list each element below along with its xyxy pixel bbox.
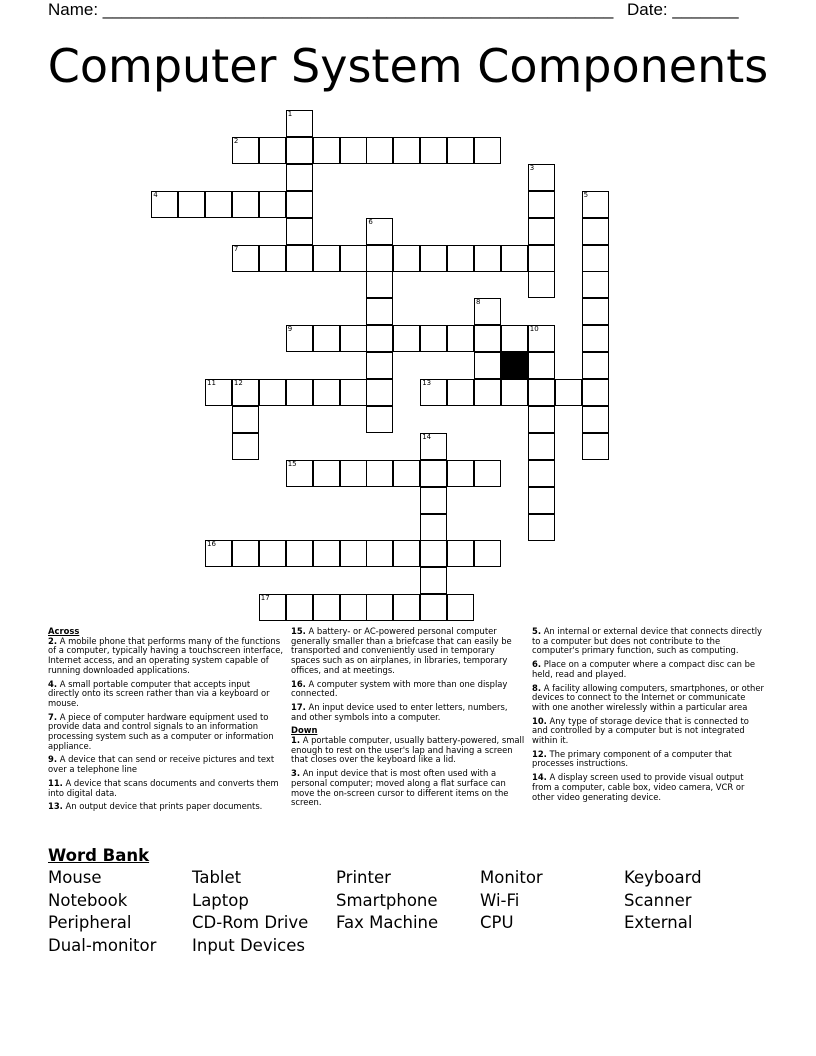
crossword-cell[interactable]: [178, 191, 205, 218]
word-bank-word: CD-Rom Drive: [192, 913, 309, 932]
word-bank-word: Smartphone: [336, 891, 438, 910]
word-bank-word: Fax Machine: [336, 913, 439, 932]
crossword-cell[interactable]: [286, 164, 313, 191]
clue-down-6: 6. Place on a computer where a compact disc can be held, read and played.: [532, 659, 756, 679]
crossword-cell[interactable]: [528, 271, 555, 298]
crossword-cell[interactable]: [528, 191, 555, 218]
crossword-cell[interactable]: [447, 460, 474, 487]
word-bank-word: Scanner: [624, 891, 692, 910]
crossword-cell[interactable]: [582, 245, 609, 272]
word-bank-word: CPU: [480, 913, 514, 932]
crossword-cell[interactable]: [313, 460, 340, 487]
crossword-cell[interactable]: [528, 433, 555, 460]
crossword-cell[interactable]: [232, 540, 259, 567]
crossword-cell[interactable]: [474, 298, 501, 325]
crossword-cell[interactable]: [366, 325, 393, 352]
page-title: Computer System Components: [47, 39, 769, 93]
crossword-cell[interactable]: [420, 137, 447, 164]
clue-number: 14: [422, 432, 432, 441]
crossword-cell[interactable]: [259, 379, 286, 406]
clues-column-3: [532, 627, 764, 806]
clue-down-5: 5. An internal or external device that connects directly to a computer but does not contribute to the computer's primary function, such as computing.: [532, 626, 763, 656]
crossword-cell[interactable]: [582, 379, 609, 406]
crossword-cell[interactable]: [232, 433, 259, 460]
clue-across-7: 7. A piece of computer hardware equipment used to provide data and control signals to an information processing system such as a computer or information appliance.: [48, 711, 274, 751]
word-bank-word: Dual-monitor: [48, 936, 157, 955]
crossword-cell[interactable]: [286, 218, 313, 245]
clue-number: 11: [207, 379, 216, 387]
crossword-cell[interactable]: [366, 218, 393, 245]
crossword-cell[interactable]: [420, 487, 447, 514]
clue-number: 3: [529, 163, 535, 172]
word-bank-word: Laptop: [192, 891, 249, 910]
crossword-cell[interactable]: [420, 540, 447, 567]
crossword-cell[interactable]: [313, 245, 340, 272]
crossword-cell[interactable]: [393, 325, 420, 352]
word-bank-word: Tablet: [192, 868, 242, 887]
clues-column-1: [48, 627, 284, 816]
clue-down-12: 12. The primary component of a computer that processes instructions.: [532, 748, 732, 769]
word-bank-word: Keyboard: [624, 868, 702, 887]
crossword-cell[interactable]: [205, 540, 232, 567]
crossword-cell[interactable]: [340, 137, 367, 164]
clue-down-8: 8. A facility allowing computers, smartphones, or other devices to connect to the Internet or communicate with one another wirelessly within a particular area: [532, 682, 764, 712]
clue-number: 15: [287, 459, 297, 468]
word-bank-word: Peripheral: [48, 913, 132, 932]
crossword-cell[interactable]: [474, 460, 501, 487]
crossword-cell[interactable]: [474, 379, 501, 406]
crossword-cell[interactable]: [447, 594, 474, 621]
clue-number: 16: [207, 540, 216, 549]
crossword-cell[interactable]: [313, 137, 340, 164]
crossword-cell[interactable]: [582, 191, 609, 218]
word-bank-word: Mouse: [48, 868, 102, 887]
crossword-cell[interactable]: [528, 487, 555, 514]
down-heading: Down: [291, 725, 318, 736]
crossword-cell[interactable]: [582, 352, 609, 379]
crossword-cell[interactable]: [366, 298, 393, 325]
crossword-cell[interactable]: [474, 540, 501, 567]
clue-across-16: 16. A computer system with more than one display connected.: [291, 678, 508, 699]
crossword-cell[interactable]: [555, 379, 582, 406]
crossword-cell[interactable]: [232, 406, 259, 433]
crossword-cell[interactable]: [340, 379, 367, 406]
clue-number: 6: [368, 217, 373, 226]
clue-number: 9: [287, 325, 293, 334]
crossword-cell[interactable]: [582, 218, 609, 245]
across-heading: Across: [48, 626, 80, 636]
crossword-cell[interactable]: [313, 540, 340, 567]
crossword-cell[interactable]: [286, 460, 313, 487]
crossword-cell[interactable]: [340, 325, 367, 352]
crossword-cell[interactable]: [259, 191, 286, 218]
word-bank-word: External: [624, 913, 693, 932]
crossword-cell[interactable]: [447, 325, 474, 352]
crossword-cell[interactable]: [420, 594, 447, 621]
crossword-cell[interactable]: [340, 594, 367, 621]
crossword-cell[interactable]: [420, 325, 447, 352]
crossword-cell[interactable]: [447, 540, 474, 567]
crossword-cell[interactable]: [447, 379, 474, 406]
crossword-cell[interactable]: [420, 379, 447, 406]
crossword-cell[interactable]: [528, 245, 555, 272]
crossword-cell[interactable]: [474, 352, 501, 379]
crossword-cell[interactable]: [366, 379, 393, 406]
clue-number: 8: [476, 298, 481, 307]
crossword-cell[interactable]: [528, 164, 555, 191]
crossword-cell[interactable]: [582, 325, 609, 352]
crossword-cell[interactable]: [393, 540, 420, 567]
clue-down-3: 3. An input device that is most often used with a personal computer; moved along a flat surface can move the on-screen cursor to different items on the screen.: [291, 768, 509, 808]
crossword-cell[interactable]: [232, 379, 259, 406]
clue-across-15: 15. A battery- or AC-powered personal computer generally smaller than a briefcase that can easily be transported and conveniently used in temporary spaces such as on airplanes, in libraries, temporary offices, and at meetings.: [291, 626, 512, 675]
crossword-cell[interactable]: [286, 325, 313, 352]
clue-across-17: 17. An input device used to enter letters, numbers, and other symbols into a computer.: [291, 701, 508, 722]
word-bank-word: Printer: [336, 868, 391, 887]
crossword-cell[interactable]: [286, 191, 313, 218]
crossword-cell[interactable]: [313, 379, 340, 406]
clue-across-9: 9. A device that can send or receive pictures and text over a telephone line: [48, 754, 275, 775]
crossword-cell[interactable]: [340, 540, 367, 567]
crossword-cell[interactable]: [366, 137, 393, 164]
date-field-label: Date: _______: [627, 0, 739, 19]
crossword-cell[interactable]: [205, 379, 232, 406]
clue-number: 13: [422, 379, 432, 387]
crossword-cell[interactable]: [340, 460, 367, 487]
crossword-cell[interactable]: [582, 298, 609, 325]
crossword-cell[interactable]: [313, 325, 340, 352]
clue-number: 17: [260, 594, 270, 603]
crossword-cell[interactable]: [528, 352, 555, 379]
crossword-cell[interactable]: [582, 271, 609, 298]
clue-number: 2: [233, 136, 239, 145]
name-field-label: Name: ______________________________________________________: [48, 0, 614, 19]
clue-across-13: 13. An output device that prints paper documents.: [48, 801, 263, 812]
word-bank-word: Monitor: [480, 868, 543, 887]
crossword-cell[interactable]: [232, 191, 259, 218]
crossword-cell[interactable]: [528, 218, 555, 245]
clue-across-4: 4. A small portable computer that accepts input directly onto its screen rather than via a keyboard or mouse.: [48, 678, 270, 708]
blocked-cell: [501, 352, 528, 379]
crossword-cell[interactable]: [259, 245, 286, 272]
crossword-cell[interactable]: [366, 352, 393, 379]
crossword-cell[interactable]: [286, 540, 313, 567]
crossword-cell[interactable]: [366, 271, 393, 298]
crossword-cell[interactable]: [286, 379, 313, 406]
crossword-cell[interactable]: [474, 325, 501, 352]
clue-number: 1: [287, 110, 293, 118]
crossword-cell[interactable]: [340, 245, 367, 272]
crossword-cell[interactable]: [366, 594, 393, 621]
crossword-cell[interactable]: [420, 514, 447, 541]
word-bank-title: Word Bank: [48, 846, 150, 865]
crossword-cell[interactable]: [420, 567, 447, 594]
clue-across-11: 11. A device that scans documents and converts them into digital data.: [48, 777, 279, 798]
crossword-cell[interactable]: [232, 245, 259, 272]
crossword-cell[interactable]: [501, 325, 528, 352]
clues-column-2: [291, 627, 525, 812]
crossword-cell[interactable]: [259, 540, 286, 567]
crossword-cell[interactable]: [366, 460, 393, 487]
crossword-cell[interactable]: [528, 325, 555, 352]
crossword-cell[interactable]: [474, 245, 501, 272]
crossword-cell[interactable]: [501, 245, 528, 272]
crossword-cell[interactable]: [393, 137, 420, 164]
crossword-cell[interactable]: [366, 245, 393, 272]
clue-down-1: 1. A portable computer, usually battery-powered, small enough to rest on the user's lap and having a screen that closes over the keyboard like a lid.: [291, 735, 525, 765]
crossword-cell[interactable]: [286, 137, 313, 164]
clue-across-2: 2. A mobile phone that performs many of the functions of a computer, typically having a touchscreen interface, Internet access, and an operating system capable of running downloaded applications.: [48, 635, 284, 675]
crossword-cell[interactable]: [420, 433, 447, 460]
crossword-cell[interactable]: [447, 245, 474, 272]
crossword-cell[interactable]: [528, 460, 555, 487]
crossword-cell[interactable]: [313, 594, 340, 621]
crossword-cell[interactable]: [366, 540, 393, 567]
clue-number: 10: [529, 325, 539, 334]
crossword-cell[interactable]: [366, 406, 393, 433]
crossword-cell[interactable]: [151, 191, 178, 218]
crossword-cell[interactable]: [501, 379, 528, 406]
crossword-cell[interactable]: [259, 594, 286, 621]
word-bank-word: Input Devices: [192, 936, 305, 955]
crossword-cell[interactable]: [393, 245, 420, 272]
crossword-cell[interactable]: [528, 379, 555, 406]
crossword-cell[interactable]: [420, 460, 447, 487]
crossword-cell[interactable]: [393, 594, 420, 621]
crossword-cell[interactable]: [259, 137, 286, 164]
crossword-cell[interactable]: [286, 110, 313, 137]
crossword-cell[interactable]: [582, 406, 609, 433]
clue-down-14: 14. A display screen used to provide visual output from a computer, cable box, video camera, VCR or other video generating device.: [532, 772, 745, 802]
clue-number: 4: [153, 190, 158, 199]
crossword-cell[interactable]: [393, 460, 420, 487]
crossword-cell[interactable]: [286, 245, 313, 272]
crossword-cell[interactable]: [420, 245, 447, 272]
word-bank-word: Wi-Fi: [480, 891, 520, 910]
crossword-cell[interactable]: [528, 406, 555, 433]
crossword-cell[interactable]: [232, 137, 259, 164]
crossword-cell[interactable]: [447, 137, 474, 164]
crossword-cell[interactable]: [582, 433, 609, 460]
crossword-cell[interactable]: [205, 191, 232, 218]
clue-number: 12: [233, 379, 243, 387]
clue-down-10: 10. Any type of storage device that is connected to and controlled by a computer but is not integrated within it.: [532, 715, 749, 746]
word-bank-word: Notebook: [48, 891, 128, 910]
crossword-cell[interactable]: [286, 594, 313, 621]
crossword-cell[interactable]: [474, 137, 501, 164]
clue-number: 5: [583, 190, 589, 199]
crossword-cell[interactable]: [528, 514, 555, 541]
clue-number: 7: [233, 244, 239, 253]
